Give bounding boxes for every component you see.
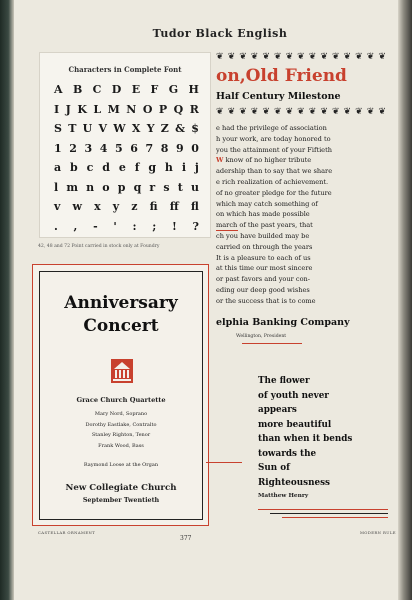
glyph: E [131,83,141,96]
glyph: n [86,180,95,194]
concert-title-line2: Concert [83,316,159,336]
glyph: K [77,102,87,116]
glyph: u [190,180,199,194]
book-spine-left [0,0,14,600]
glyph: a [54,161,62,174]
ornament-flourish-icon: ❦ [378,107,386,117]
glyph: t [177,180,183,194]
letter-line: or past favors and your con- [216,275,311,284]
poem-line: more beautiful [258,419,332,430]
ornament-flourish-icon: ❦ [297,107,305,117]
glyph: r [149,180,156,194]
glyph: D [111,83,122,96]
letter-line: It is a pleasure to each of us [216,253,311,262]
letter-line: or the success that is to come [216,296,316,305]
poem-line: Righteousness [258,477,330,488]
glyph: A [54,83,63,96]
glyph: - [93,219,98,233]
letter-body [216,123,392,307]
glyph: J [65,102,71,116]
venue-name: New Collegiate Church [65,483,177,493]
letter-line-with-initial: W know of no higher tribute [216,156,312,165]
glyph-row [54,83,199,96]
quartet-name: Grace Church Quartette [76,396,166,404]
glyph: 8 [160,141,169,155]
ornament-flourish-icon: ❦ [250,107,259,117]
poem-line: of youth never [258,390,329,401]
black-rule-bottom [270,513,388,514]
letter-line: e rich realization of achievement. [216,177,329,186]
ornament-flourish-icon: ❦ [227,107,236,117]
glyph-row [54,181,199,194]
poem-author: Matthew Henry [258,493,309,499]
concert-card [32,264,209,526]
letter-line: on which has made possible [216,210,310,219]
specimen-note: 42, 48 and 72 Point carried in stock only at Foundry [38,244,160,249]
glyph: B [72,83,83,96]
glyph: p [117,180,126,194]
bank-signer: Wellington, President [236,334,287,339]
glyph: b [70,161,78,174]
glyph: d [102,161,110,174]
glyph: X [131,122,141,135]
glyph: W [113,122,126,135]
letter-line: you the attainment of your Fiftieth [216,145,332,154]
ornament-flourish-icon: ❦ [320,107,328,117]
concert-card-frame [39,271,203,520]
glyph: q [133,180,142,194]
ornament-flourish-icon: ❦ [343,107,352,117]
glyph: l [54,180,59,194]
glyph: e [118,161,126,174]
organist-line: Raymond Loose at the Organ [83,462,159,468]
ornament-flourish-icon: ❦ [366,52,375,62]
ornament-flourish-icon: ❦ [285,52,294,62]
glyph: V [98,122,108,135]
glyph: i [181,161,186,174]
red-rule-left [216,230,238,231]
glyph: 0 [191,141,199,155]
ornament-border-top [216,52,388,64]
glyph-row [54,142,199,155]
glyph: y [112,200,120,213]
letter-line: carried on through the years [216,242,313,251]
poem-line: appears [258,405,297,415]
letter-line: ch you have builded may be [216,231,310,240]
poem-line: towards the [258,448,317,459]
ornament-flourish-icon: ❦ [355,107,363,117]
ornament-flourish-icon: ❦ [285,107,294,117]
glyph-row [54,122,199,135]
glyph: 4 [99,141,108,155]
glyph: R [189,102,199,116]
concert-date: September Twentieth [82,496,160,504]
glyph: S [54,122,62,135]
ornament-flourish-icon: ❦ [308,52,317,62]
poem-line: The flower [258,376,310,386]
glyph: I [54,102,60,116]
letter-line: adership than to say that we share [216,167,333,176]
glyph: 3 [84,141,93,155]
ornament-flourish-icon: ❦ [355,52,363,62]
glyph: & [175,122,186,135]
glyph: U [82,122,93,135]
performer-line: Frank Wood, Bass [98,442,144,449]
concert-title-line1: Anniversary [64,293,178,313]
glyph: 1 [54,141,62,155]
ornament-flourish-icon: ❦ [227,52,236,62]
ornament-flourish-icon: ❦ [262,52,270,62]
performer-line: Dorothy Eastlake, Contralto [85,421,157,428]
poem-block [258,374,388,490]
glyph: s [163,180,170,194]
ornament-flourish-icon: ❦ [216,52,224,62]
page-number: 377 [180,535,192,542]
glyph: 5 [115,141,123,155]
glyph: 6 [130,141,138,155]
performer-line: Stanley Righton, Tenor [91,432,151,438]
ornament-flourish-icon: ❦ [343,52,352,62]
running-head: Tudor Black English [152,27,288,40]
glyph: . [54,219,58,233]
red-rule-poem [206,462,242,463]
glyph: c [86,161,94,174]
ornament-border-middle [216,107,388,119]
rule-caption: MODERN RULE [360,530,396,535]
glyph-row [54,220,199,233]
ornament-flourish-icon: ❦ [331,107,340,117]
poem-line: Sun of [258,463,290,473]
ornament-flourish-icon: ❦ [331,52,340,62]
letter-line: eding our deep good wishes [216,285,310,294]
glyph: fl [190,200,199,213]
letter-headline: on,Old Friend [216,66,347,86]
ornament-flourish-icon: ❦ [239,107,247,117]
letter-line: at this time our most sincere [216,264,313,273]
glyph: ? [192,219,199,233]
glyph: 9 [176,141,184,155]
ornament-flourish-icon: ❦ [308,107,317,117]
ornament-flourish-icon: ❦ [216,107,224,117]
glyph: P [158,102,168,116]
ornament-flourish-icon: ❦ [378,52,386,62]
ornament-flourish-icon: ❦ [273,107,282,117]
glyph: ' [113,219,117,233]
glyph: , [73,219,78,233]
ornament-flourish-icon: ❦ [262,107,270,117]
specimen-title: Characters in Complete Font [68,65,182,74]
glyph: 7 [145,141,154,155]
glyph: f [134,161,140,174]
glyph: w [72,200,82,213]
glyph: fi [149,200,158,213]
red-rule-signer [242,343,302,344]
glyph: M [107,102,120,116]
glyph: F [150,83,159,96]
church-emblem-icon [111,359,133,383]
glyph: j [194,161,199,174]
character-specimen-box [39,52,211,238]
ornament-flourish-icon: ❦ [320,52,328,62]
glyph: z [131,200,138,213]
glyph: m [66,180,78,194]
glyph: Y [146,122,155,135]
poem-line: than when it bends [258,434,353,444]
glyph: ff [169,200,179,213]
letter-line: h your work, are today honored to [216,134,331,143]
glyph-row [54,200,199,213]
glyph: 2 [69,141,77,155]
ornament-flourish-icon: ❦ [250,52,259,62]
letter-line: march of the past years, that [216,221,313,230]
glyph: Z [160,122,169,135]
ornament-flourish-icon: ❦ [366,107,375,117]
glyph: O [142,102,153,116]
glyph: x [94,200,101,213]
glyph: G [168,83,179,96]
glyph-row [54,161,199,174]
glyph: : [132,219,137,233]
glyph: H [188,83,199,96]
ornament-flourish-icon: ❦ [273,52,282,62]
ornament-caption: CASTELLAR ORNAMENT [38,530,96,535]
glyph: h [164,161,173,174]
red-rule-bottom-2 [282,517,388,518]
ornament-flourish-icon: ❦ [239,52,247,62]
glyph-row [54,103,199,116]
red-rule-bottom-1 [258,509,388,510]
glyph: Q [173,102,184,116]
letter-subhead: Half Century Milestone [216,91,341,102]
glyph: L [93,102,102,116]
glyph: $ [191,122,199,135]
glyph: g [148,161,157,174]
glyph: T [68,122,77,135]
glyph: v [54,200,61,213]
bank-name: elphia Banking Company [216,317,350,328]
book-spine-right [398,0,412,600]
letter-line: e had the privilege of association [216,124,327,132]
ornament-flourish-icon: ❦ [297,52,305,62]
glyph: ! [171,219,177,233]
letter-line: which may catch something of [216,199,318,208]
glyph: ; [152,219,157,233]
glyph: C [92,83,102,96]
letter-line: of no greater pledge for the future [216,188,332,197]
performer-line: Mary Nord, Soprano [94,411,148,417]
glyph: o [102,180,110,194]
glyph: N [126,102,137,116]
